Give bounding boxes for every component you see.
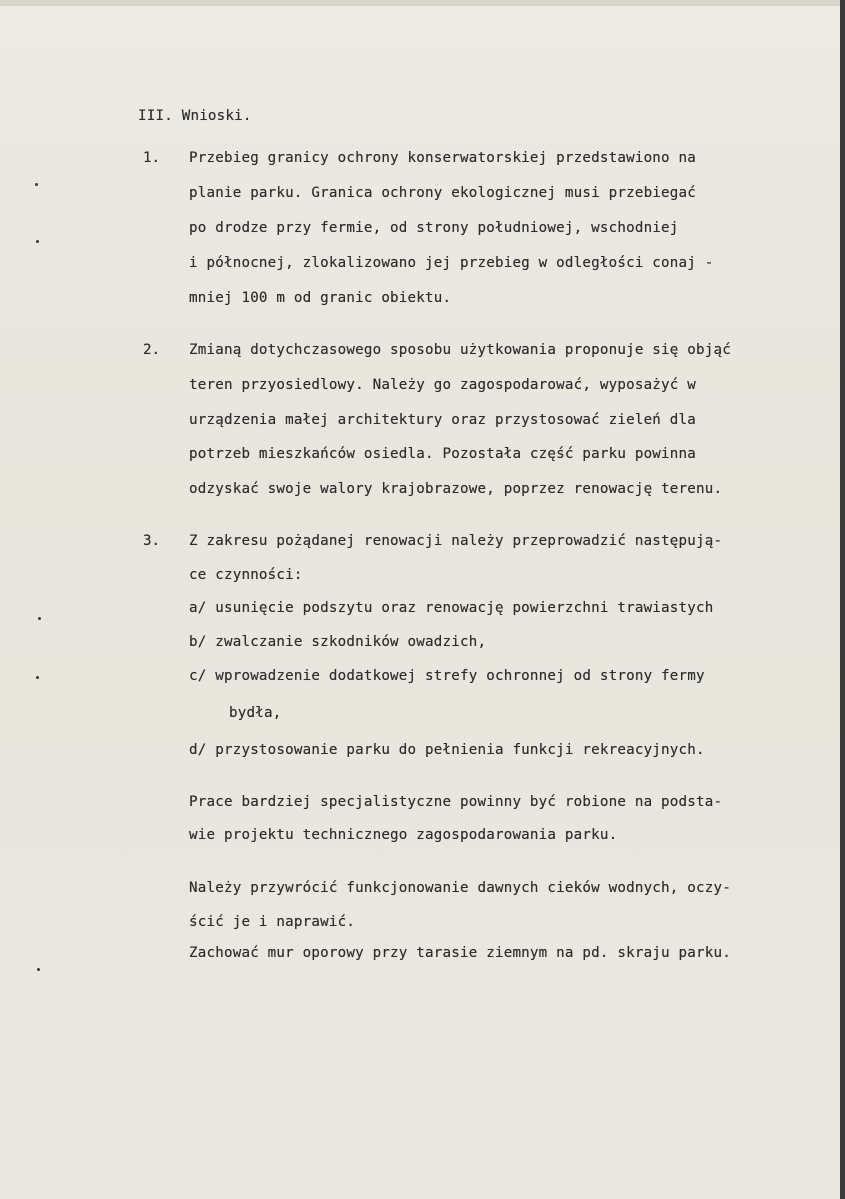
- section-1-line-1: Przebieg granicy ochrony konserwatorskiej przedstawiono na: [189, 150, 697, 166]
- section-3-line-1: Z zakresu pożądanej renowacji należy przeprowadzić następują-: [189, 533, 723, 549]
- section-1-line-4: i północnej, zlokalizowano jej przebieg w odległości conaj -: [189, 255, 714, 271]
- section-1-line-5: mniej 100 m od granic obiektu.: [189, 290, 452, 306]
- paragraph-water-line-2: ścić je i naprawić.: [189, 914, 356, 930]
- margin-speck: [36, 676, 39, 679]
- section-1-line-3: po drodze przy fermie, od strony południowej, wschodniej: [189, 220, 679, 236]
- list-item-a: a/ usunięcie podszytu oraz renowację powierzchni trawiastych: [189, 600, 714, 616]
- list-item-d: d/ przystosowanie parku do pełnienia funkcji rekreacyjnych.: [189, 742, 705, 758]
- margin-speck: [35, 183, 38, 186]
- section-2-line-4: potrzeb mieszkańców osiedla. Pozostała część parku powinna: [189, 446, 697, 462]
- margin-speck: [38, 617, 41, 620]
- section-1-line-2: planie parku. Granica ochrony ekologicznej musi przebiegać: [189, 185, 697, 201]
- list-item-b: b/ zwalczanie szkodników owadzich,: [189, 634, 487, 650]
- paragraph-water-line-1: Należy przywrócić funkcjonowanie dawnych cieków wodnych, oczy-: [189, 880, 731, 896]
- section-3-line-2: ce czynności:: [189, 567, 303, 583]
- paragraph-specialist-line-1: Prace bardziej specjalistyczne powinny być robione na podsta-: [189, 794, 723, 810]
- margin-speck: [36, 240, 39, 243]
- section-2-line-2: teren przyosiedlowy. Należy go zagospodarować, wyposażyć w: [189, 377, 697, 393]
- paragraph-wall-line: Zachować mur oporowy przy tarasie ziemnym na pd. skraju parku.: [189, 945, 731, 961]
- paragraph-specialist-line-2: wie projektu technicznego zagospodarowania parku.: [189, 827, 618, 843]
- section-heading: III. Wnioski.: [138, 108, 252, 124]
- section-number-1: 1.: [143, 150, 161, 166]
- margin-speck: [37, 968, 40, 971]
- section-2-line-1: Zmianą dotychczasowego sposobu użytkowania proponuje się objąć: [189, 342, 731, 358]
- list-item-c: c/ wprowadzenie dodatkowej strefy ochronnej od strony fermy: [189, 668, 705, 684]
- list-item-c-continued: bydła,: [229, 705, 282, 721]
- section-number-2: 2.: [143, 342, 161, 358]
- section-number-3: 3.: [143, 533, 161, 549]
- section-2-line-5: odzyskać swoje walory krajobrazowe, poprzez renowację terenu.: [189, 481, 723, 497]
- section-2-line-3: urządzenia małej architektury oraz przystosować zieleń dla: [189, 412, 697, 428]
